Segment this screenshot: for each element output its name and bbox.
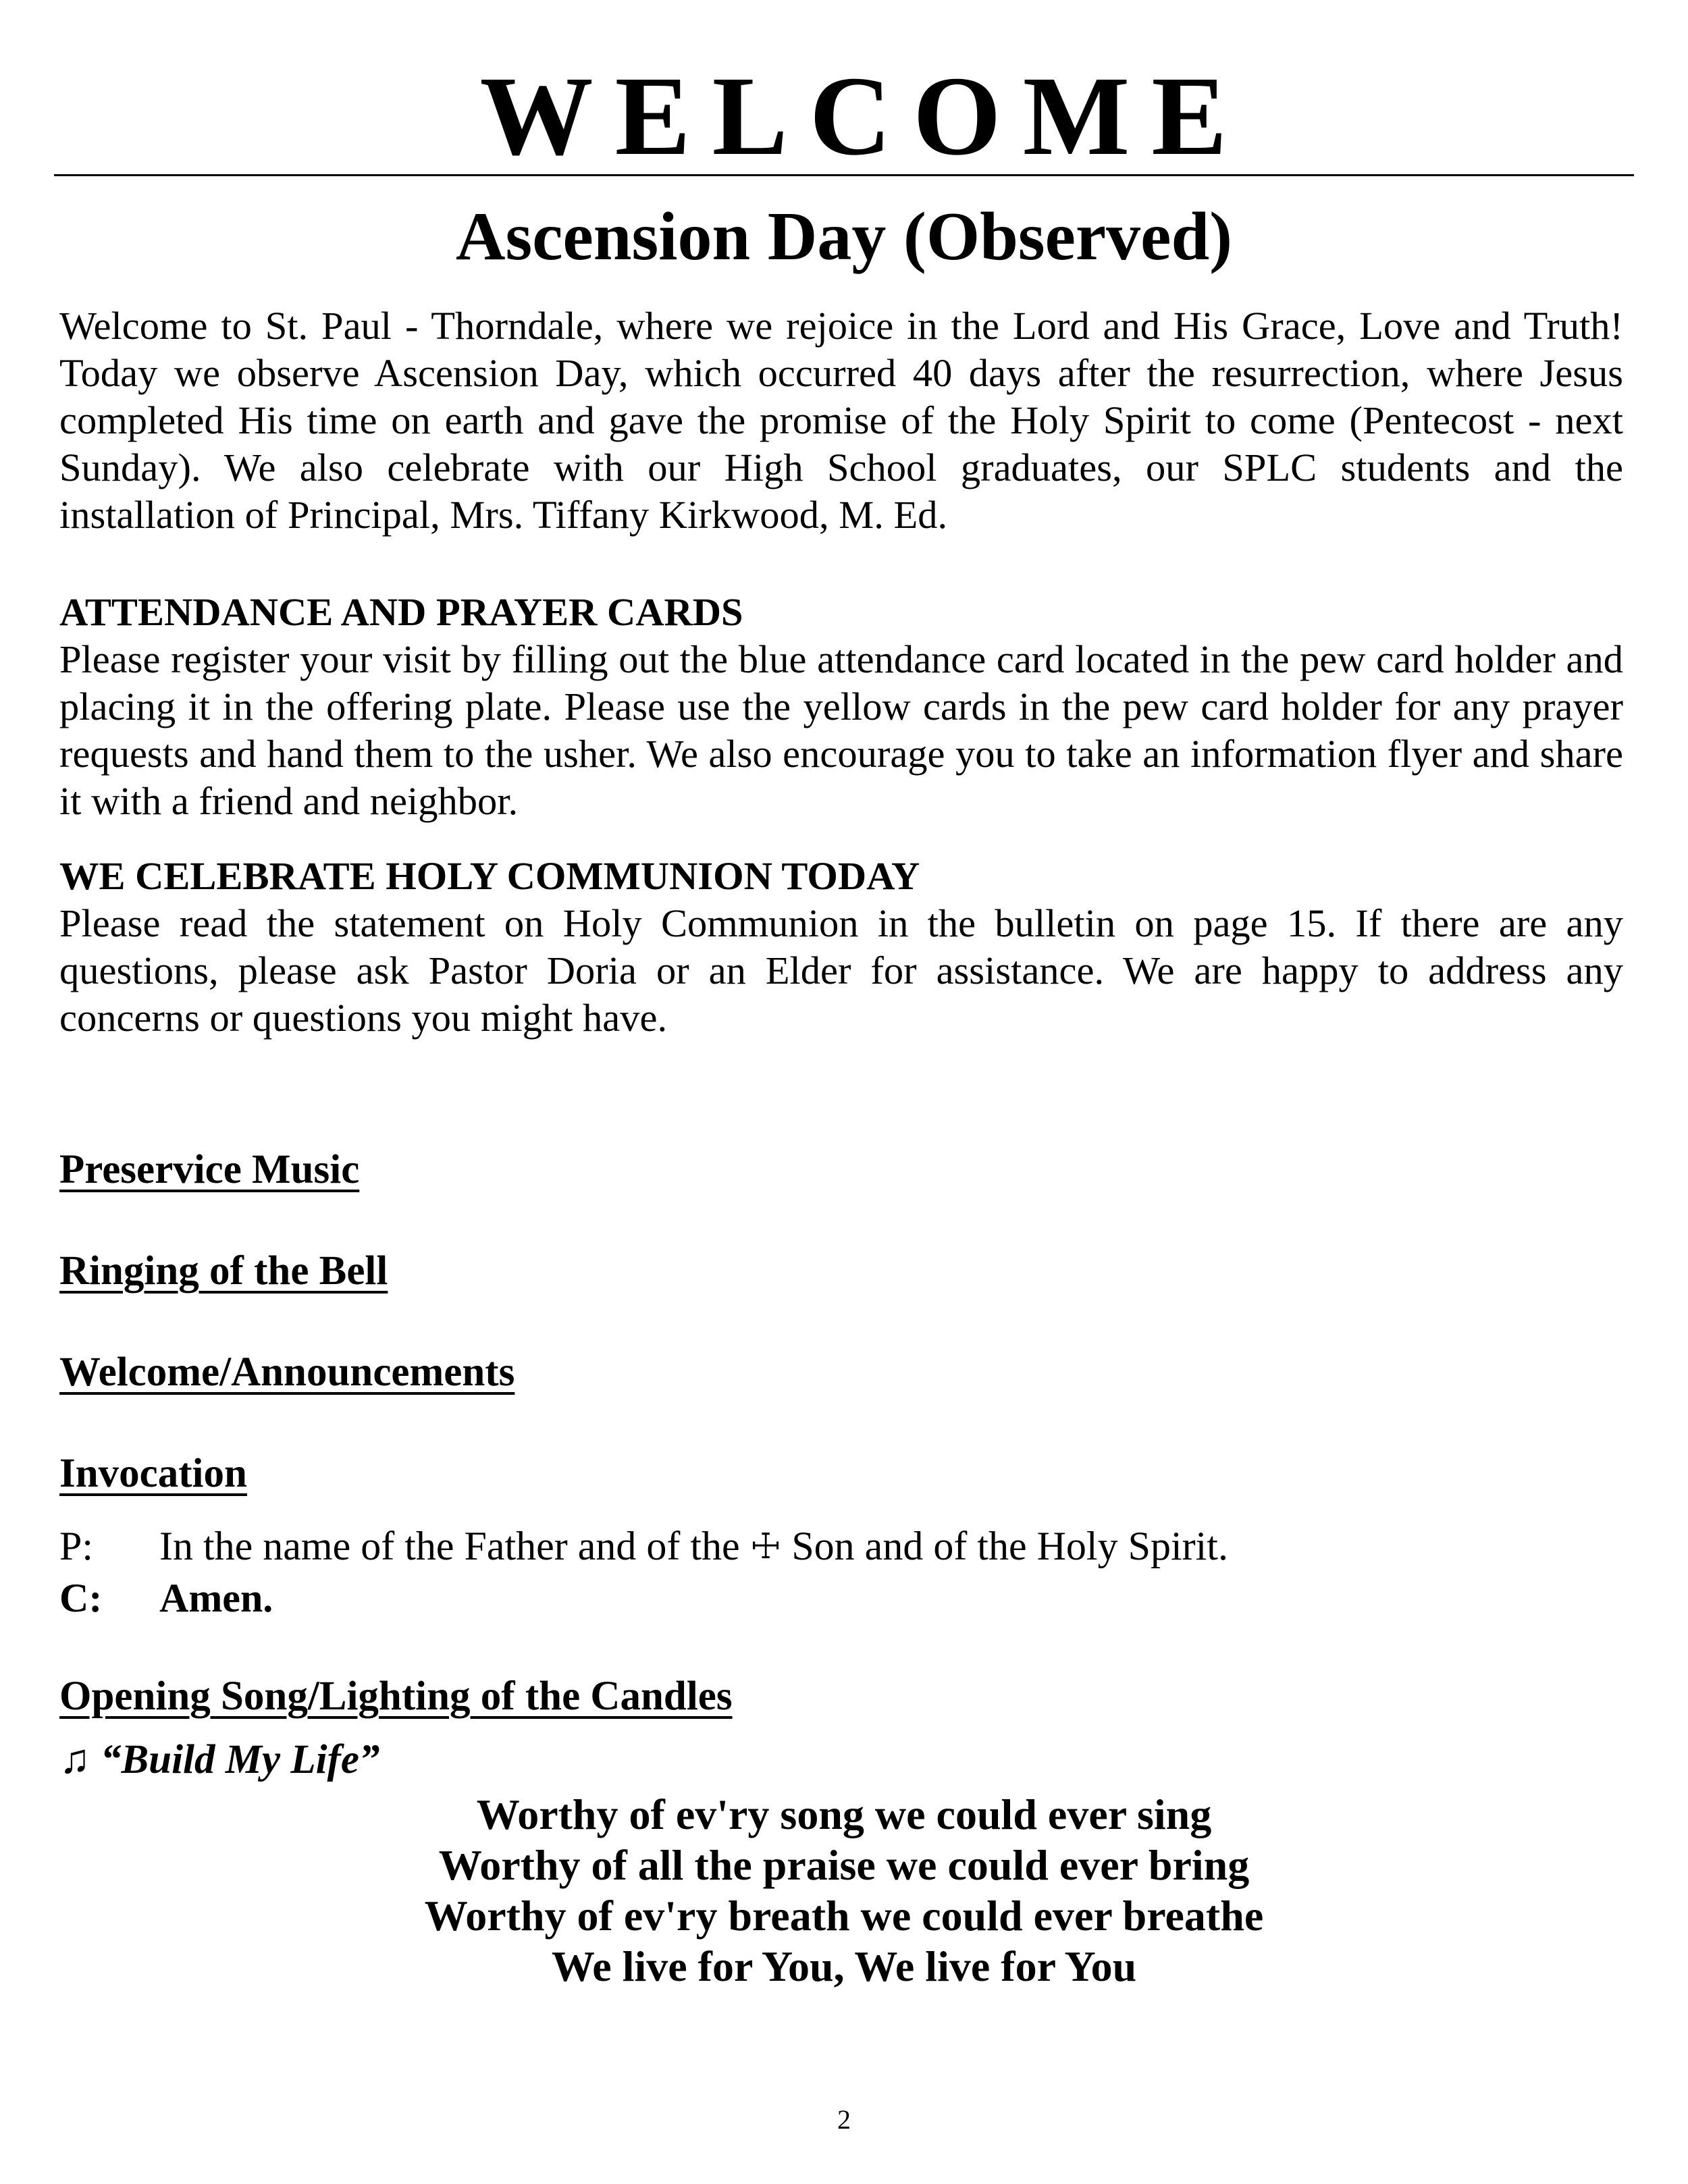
- section-opening-song: Opening Song/Lighting of the Candles: [59, 1674, 733, 1719]
- section-welcome-announcements: Welcome/Announcements: [59, 1350, 515, 1395]
- page-title: WELCOME: [479, 53, 1249, 179]
- lyric-line: Worthy of ev'ry breath we could ever breathe: [424, 1892, 1264, 1940]
- congregation-response: [59, 1574, 273, 1622]
- attendance-paragraph: Please register your visit by filling out the blue attendance card located in the pew card holder and placing it in the offering plate. Please use the yellow cards in the pew card holder for any prayer requests and hand them to the usher. We also encourage you to take an information flyer and share it with a friend and neighbor.: [59, 637, 1623, 823]
- title-divider: [54, 174, 1634, 176]
- cross-icon: ☩: [749, 1528, 782, 1566]
- pastor-text-end: Son and of the Holy Spirit.: [791, 1524, 1228, 1568]
- communion-heading: WE CELEBRATE HOLY COMMUNION TODAY: [59, 854, 920, 898]
- page-number: 2: [837, 2104, 851, 2135]
- song-name: “Build My Life”: [101, 1737, 380, 1782]
- section-invocation: Invocation: [59, 1451, 247, 1496]
- section-ringing-of-bell: Ringing of the Bell: [59, 1248, 388, 1294]
- page-subtitle: Ascension Day (Observed): [455, 198, 1233, 275]
- lyric-line: Worthy of ev'ry song we could ever sing: [476, 1790, 1212, 1838]
- communion-paragraph: Please read the statement on Holy Communion in the bulletin on page 15. If there are any questions, please ask Pastor Doria or an Elder for assistance. We are happy to address any concerns or questions you might have.: [59, 901, 1623, 1040]
- intro-paragraph: Welcome to St. Paul - Thorndale, where we rejoice in the Lord and His Grace, Love and Truth! Today we observe Ascension Day, which occurred 40 days after the resurrection, where Jesus completed His time on earth and gave the promise of the Holy Spirit to come (Pentecost - next Sunday). We also celebrate with our High School graduates, our SPLC students and the installation of Principal, Mrs. Tiffany Kirkwood, M. Ed.: [59, 304, 1623, 537]
- pastor-text-start: In the name of the Father and of the: [159, 1524, 740, 1568]
- song-title: [59, 1736, 379, 1784]
- pastor-response: [59, 1522, 1228, 1572]
- attendance-heading: ATTENDANCE AND PRAYER CARDS: [59, 590, 743, 634]
- pastor-label: P:: [59, 1524, 94, 1568]
- music-note-icon: ♫: [59, 1737, 90, 1782]
- section-preservice-music: Preservice Music: [59, 1147, 360, 1192]
- congregation-text: Amen.: [159, 1576, 273, 1620]
- lyric-line: Worthy of all the praise we could ever bring: [438, 1841, 1250, 1889]
- song-lyrics: [0, 1789, 1688, 1992]
- congregation-label: C:: [59, 1576, 103, 1620]
- lyric-line: We live for You, We live for You: [551, 1942, 1137, 1990]
